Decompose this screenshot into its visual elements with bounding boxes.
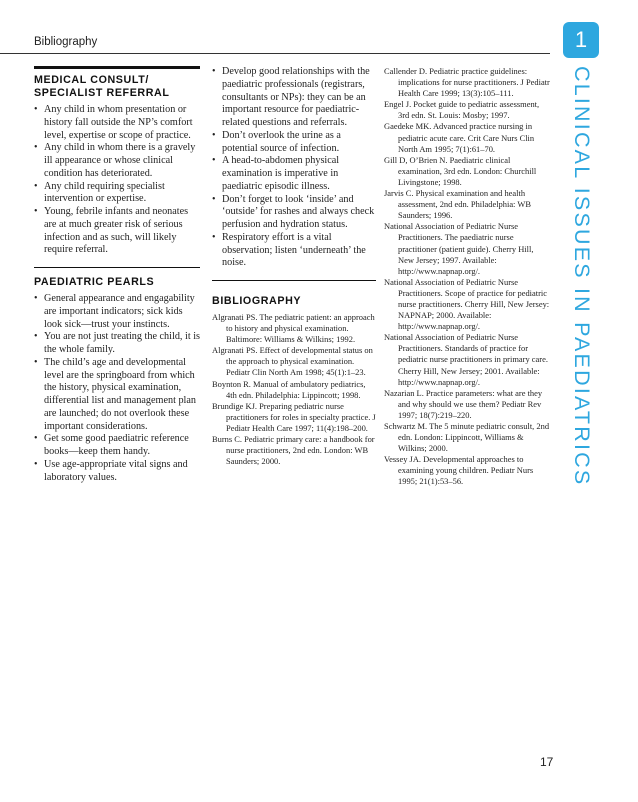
list-item: • Don’t forget to look ‘inside’ and ‘outside’ for rashes and always check perfusion and hydration status. — [212, 194, 376, 232]
section-heading — [34, 74, 200, 100]
reference-entry: National Association of Pediatric Nurse Practitioners. Standards of practice for pediatric nurse practitioners in primary care. Cherry Hill, New Jersey; 2001. Available: http://www.napnap.org/. — [384, 332, 548, 387]
reference-list — [212, 312, 376, 467]
list-item: • Any child in whom there is a gravely ill appearance or whose clinical condition has deteriorated. — [34, 142, 200, 180]
reference-entry: Algranati PS. Effect of developmental status on the approach to physical examination. Pediatr Clin North Am 1998; 45(1):1–23. — [212, 345, 373, 378]
reference-entry: Gaedeke MK. Advanced practice nursing in pediatric acute care. Crit Care Nurs Clin North Am 1995; 7(1):61–70. — [384, 121, 535, 154]
column-3 — [384, 66, 550, 488]
paediatric-pearls-section — [34, 276, 200, 484]
reference-entry: Gill D, O’Brien N. Paediatric clinical examination, 3rd edn. London: Churchill Livingstone; 1998. — [384, 154, 537, 187]
column-1 — [34, 66, 200, 484]
running-head: Bibliography — [34, 36, 98, 48]
list-item: • Young, febrile infants and neonates are at much greater risk of serious infection and as such, will likely require referral. — [34, 206, 200, 257]
list-item: • Don’t overlook the urine as a potential source of infection. — [212, 130, 376, 156]
list-item: • Any child in whom presentation or history fall outside the NP’s comfort level, expertise or scope of practice. — [34, 104, 200, 142]
header-rule — [0, 53, 550, 54]
reference-entry: Brundige KJ. Preparing pediatric nurse practitioners for roles in specialty practice. J Pediatr Health Care 1997; 11(4):198–200. — [212, 400, 376, 433]
bibliography-section — [212, 295, 376, 467]
chapter-title: CLINICAL ISSUES IN PAEDIATRICS — [570, 66, 594, 487]
reference-entry: Callender D. Pediatric practice guidelines: implications for nurse practitioners. J Pediatr Health Care 1999; 13(3):105–111. — [384, 66, 550, 99]
chapter-number-tab: 1 — [563, 22, 599, 58]
reference-entry: Boynton R. Manual of ambulatory pediatrics, 4th edn. Philadelphia: Lippincott; 1998. — [212, 378, 366, 400]
list-item: • Any child requiring specialist intervention or expertise. — [34, 181, 200, 207]
list-item: • The child’s age and developmental level are the springboard from which the history, physical examination, differential list and management plan are launched; do not overlook these important considerations. — [34, 357, 200, 434]
list-item: • You are not just treating the child, it is the whole family. — [34, 331, 200, 357]
reference-entry: Nazarian L. Practice parameters: what are they and why should we use them? Pediatr Rev 1997; 18(7):219–220. — [384, 387, 543, 420]
list-item: • Get some good paediatric reference books—keep them handy. — [34, 433, 200, 459]
list-item: • Respiratory effort is a vital observation; listen ‘underneath’ the noise. — [212, 232, 376, 270]
reference-entry: Engel J. Pocket guide to pediatric assessment, 3rd edn. St. Louis: Mosby; 1997. — [384, 99, 540, 121]
section-heading: PAEDIATRIC PEARLS — [34, 276, 155, 288]
bullet-list — [34, 293, 200, 484]
list-item: • General appearance and engagability are important indicators; sick kids look sick—trust your instincts. — [34, 293, 200, 331]
reference-entry: National Association of Pediatric Nurse Practitioners. Scope of practice for pediatric nurse practitioners. Cherry Hill, New Jersey: NAPNAP; 2000. Available: http://www.napnap.org/. — [384, 276, 550, 332]
section-heading: BIBLIOGRAPHY — [212, 295, 302, 307]
list-item: • A head-to-abdomen physical examination is imperative in paediatric episodic illness. — [212, 155, 376, 193]
bullet-list — [212, 66, 376, 270]
reference-entry: Jarvis C. Physical examination and health assessment, 2nd edn. Philadelphia: WB Saunders; 1996. — [384, 188, 531, 221]
reference-entry: National Association of Pediatric Nurse Practitioners. The paediatric nurse practitioner (patient guide). Cherry Hill, New Jersey; 1997. Available: http://www.napnap.org/. — [384, 221, 534, 276]
reference-list — [384, 66, 550, 488]
section-bar — [34, 66, 200, 69]
list-item: • Develop good relationships with the paediatric professionals (registrars, consultants or NPs): they can be an important resource for paediatric-related questions and referrals. — [212, 66, 376, 130]
reference-entry: Algranati PS. The pediatric patient: an approach to history and physical examination. Baltimore: Williams & Wilkins; 1992. — [212, 312, 375, 345]
reference-entry: Schwartz M. The 5 minute pediatric consult, 2nd edn. London: Lippincott, Williams & Wilkins; 2000. — [384, 421, 550, 454]
section-heading-line: SPECIALIST REFERRAL — [34, 87, 170, 99]
section-heading-line: MEDICAL CONSULT/ — [34, 74, 149, 86]
medical-consult-section — [34, 66, 200, 268]
reference-entry: Burns C. Pediatric primary care: a handbook for nurse practitioners, 2nd edn. London: WB Saunders; 2000. — [212, 434, 375, 467]
list-item: • Use age-appropriate vital signs and laboratory values. — [34, 459, 200, 485]
page-number: 17 — [540, 755, 554, 769]
column-2 — [212, 66, 376, 467]
reference-entry: Vessey JA. Developmental approaches to examining young children. Pediatr Nurs 1995; 21(1):53–56. — [384, 454, 534, 487]
bullet-list — [34, 104, 200, 257]
